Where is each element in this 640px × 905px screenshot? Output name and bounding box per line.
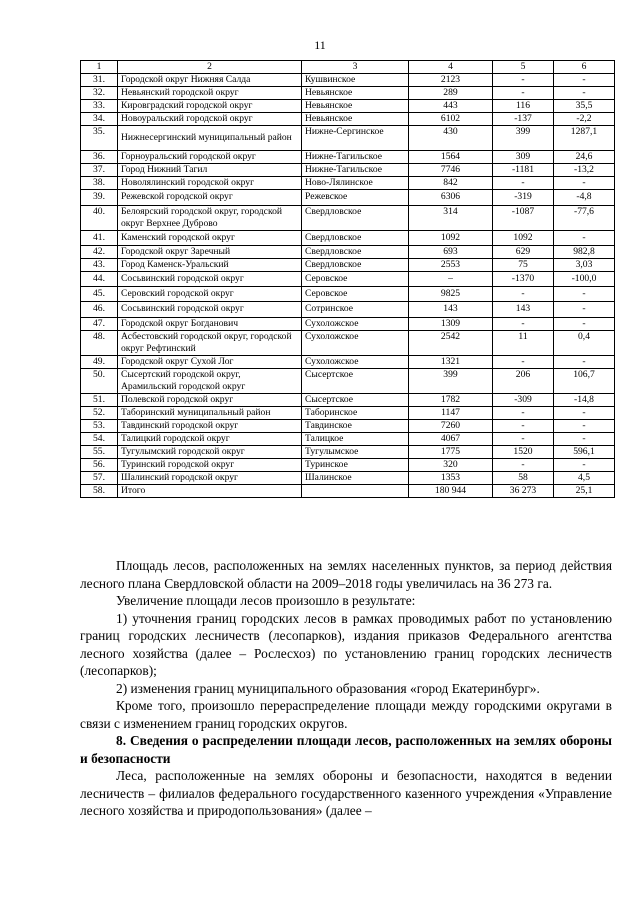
table-cell: 206 — [493, 368, 554, 393]
table-row — [81, 205, 615, 230]
table-cell: 58. — [81, 484, 118, 497]
table-cell: Горноуральский городской округ — [118, 150, 302, 163]
table-cell: 50. — [81, 368, 118, 393]
paragraph: 2) изменения границ муниципального образования «город Екатеринбург». — [116, 680, 540, 696]
table-cell: Городской округ Нижняя Салда — [118, 73, 302, 86]
table-cell: - — [554, 176, 615, 189]
table-cell: Сысертское — [302, 393, 409, 406]
table-row — [81, 471, 615, 484]
table-row — [81, 86, 615, 99]
table-cell: 309 — [493, 150, 554, 163]
table-cell: Асбестовский городской округ, городской округ Рефтинский — [118, 330, 302, 355]
table-cell: 43. — [81, 258, 118, 271]
table-cell: 75 — [493, 258, 554, 271]
table-cell: Каменский городской округ — [118, 230, 302, 245]
table-cell: Талицкий городской округ — [118, 432, 302, 445]
table-cell: - — [493, 73, 554, 86]
table-cell: 1092 — [409, 230, 493, 245]
table-cell — [302, 484, 409, 497]
table-cell: 0,4 — [554, 330, 615, 355]
table-cell: Свердловское — [302, 258, 409, 271]
table-cell: 32. — [81, 86, 118, 99]
table-cell: - — [493, 419, 554, 432]
table-cell: Сухоложское — [302, 317, 409, 330]
table-cell: - — [493, 355, 554, 368]
header-cell: 1 — [81, 61, 118, 74]
table-cell: Полевской городской округ — [118, 393, 302, 406]
header-cell: 2 — [118, 61, 302, 74]
table-cell: 399 — [493, 125, 554, 150]
table-cell: Город Нижний Тагил — [118, 163, 302, 176]
table-cell: 37. — [81, 163, 118, 176]
table-cell: - — [554, 86, 615, 99]
table-cell: 289 — [409, 86, 493, 99]
table-cell: Ново-Лялинское — [302, 176, 409, 189]
header-cell: 6 — [554, 61, 615, 74]
paragraph: Увеличение площади лесов произошло в результате: — [116, 593, 416, 608]
header-cell: 4 — [409, 61, 493, 74]
table-row — [81, 458, 615, 471]
table-cell: 842 — [409, 176, 493, 189]
table-cell: 1321 — [409, 355, 493, 368]
table-cell: Серовское — [302, 271, 409, 286]
table-cell: -137 — [493, 112, 554, 125]
table-cell: 143 — [493, 301, 554, 317]
section-heading: 8. Сведения о распределении площади лесов, расположенных на землях обороны и безопасности — [80, 733, 612, 766]
table-cell: Невьянское — [302, 112, 409, 125]
table-cell: Итого — [118, 484, 302, 497]
table-cell: Режевское — [302, 189, 409, 205]
table-cell: 1147 — [409, 406, 493, 419]
table-cell: 596,1 — [554, 445, 615, 458]
table-cell: - — [493, 317, 554, 330]
table-cell: Нижне-Тагильское — [302, 163, 409, 176]
table-cell: 47. — [81, 317, 118, 330]
paragraph: Кроме того, произошло перераспределение площади между городскими округами в связи с изменением границ городских округов. — [80, 698, 612, 731]
table-row — [81, 73, 615, 86]
table-cell: 33. — [81, 99, 118, 112]
table-cell: -2,2 — [554, 112, 615, 125]
table-cell: -1087 — [493, 205, 554, 230]
table-cell: - — [554, 419, 615, 432]
table-cell: Тавдинское — [302, 419, 409, 432]
table-cell: 40. — [81, 205, 118, 230]
table-cell: Туринское — [302, 458, 409, 471]
table-cell: Кушвинское — [302, 73, 409, 86]
table-cell: -14,8 — [554, 393, 615, 406]
forest-area-table — [80, 60, 615, 498]
table-cell: Сухоложское — [302, 330, 409, 355]
table-cell: 1564 — [409, 150, 493, 163]
table-cell: 52. — [81, 406, 118, 419]
table-header-row — [81, 61, 615, 74]
header-cell: 5 — [493, 61, 554, 74]
table-cell: Серовское — [302, 286, 409, 301]
table-cell: - — [554, 286, 615, 301]
table-row — [81, 99, 615, 112]
table-cell: Городской округ Сухой Лог — [118, 355, 302, 368]
page-number: 11 — [314, 38, 326, 52]
table-cell: Новоуральский городской округ — [118, 112, 302, 125]
table-cell: Нижне-Тагильское — [302, 150, 409, 163]
table-cell: 11 — [493, 330, 554, 355]
paragraph: Леса, расположенные на землях обороны и безопасности, находятся в ведении лесничеств – филиалов федерального государственного казенного учреждения «Управление лесного хозяйства и природопользования» (далее – — [80, 768, 612, 818]
table-cell: 7260 — [409, 419, 493, 432]
table-cell: -309 — [493, 393, 554, 406]
table-cell: 42. — [81, 245, 118, 258]
table-cell: 31. — [81, 73, 118, 86]
table-cell: Белоярский городской округ, городской округ Верхнее Дуброво — [118, 205, 302, 230]
table-cell: 38. — [81, 176, 118, 189]
table-cell: 106,7 — [554, 368, 615, 393]
table-cell: Туринский городской округ — [118, 458, 302, 471]
table-row — [81, 330, 615, 355]
table-row — [81, 393, 615, 406]
table-cell: 46. — [81, 301, 118, 317]
table-cell: Тугулымский городской округ — [118, 445, 302, 458]
table-cell: Сотринское — [302, 301, 409, 317]
table-cell: - — [493, 86, 554, 99]
table-cell: 6102 — [409, 112, 493, 125]
table-cell: Нижне-Сергинское — [302, 125, 409, 150]
table-row — [81, 245, 615, 258]
table-cell: 36. — [81, 150, 118, 163]
table-cell: Невьянское — [302, 86, 409, 99]
table-cell: 53. — [81, 419, 118, 432]
table-cell: 1309 — [409, 317, 493, 330]
table-cell: – — [409, 271, 493, 286]
table-cell: 116 — [493, 99, 554, 112]
table-cell: Сысертский городской округ, Арамильский городской округ — [118, 368, 302, 393]
table-cell: 36 273 — [493, 484, 554, 497]
table-cell: -319 — [493, 189, 554, 205]
table-cell: 34. — [81, 112, 118, 125]
table-cell: 1782 — [409, 393, 493, 406]
table-cell: 4067 — [409, 432, 493, 445]
table-cell: Свердловское — [302, 230, 409, 245]
table-cell: 1353 — [409, 471, 493, 484]
table-cell: Городской округ Заречный — [118, 245, 302, 258]
table-row — [81, 368, 615, 393]
table-cell: - — [554, 406, 615, 419]
table-cell: Невьянский городской округ — [118, 86, 302, 99]
table-cell: -1181 — [493, 163, 554, 176]
table-cell: Свердловское — [302, 245, 409, 258]
table-cell: - — [554, 73, 615, 86]
table-cell: Таборинское — [302, 406, 409, 419]
table-row — [81, 286, 615, 301]
table-cell: Город Каменск-Уральский — [118, 258, 302, 271]
table-cell: Тугулымское — [302, 445, 409, 458]
table-cell: 39. — [81, 189, 118, 205]
table-cell: - — [493, 406, 554, 419]
table-cell: 54. — [81, 432, 118, 445]
table-cell: - — [554, 458, 615, 471]
header-cell: 3 — [302, 61, 409, 74]
table-cell: 693 — [409, 245, 493, 258]
table-cell: 6306 — [409, 189, 493, 205]
table-cell: 35,5 — [554, 99, 615, 112]
table-cell: 9825 — [409, 286, 493, 301]
table-cell: Талицкое — [302, 432, 409, 445]
table-cell: -1370 — [493, 271, 554, 286]
table-cell: 430 — [409, 125, 493, 150]
table-cell: 55. — [81, 445, 118, 458]
table-cell: Тавдинский городской округ — [118, 419, 302, 432]
table-cell: Нижнесергинский муниципальный район — [118, 125, 302, 150]
table-cell: 25,1 — [554, 484, 615, 497]
table-cell: 48. — [81, 330, 118, 355]
table-cell: 44. — [81, 271, 118, 286]
body-text — [80, 557, 612, 820]
table-cell: 41. — [81, 230, 118, 245]
table-cell: Новолялинский городской округ — [118, 176, 302, 189]
table-cell: - — [493, 458, 554, 471]
table-cell: - — [554, 432, 615, 445]
table-row — [81, 406, 615, 419]
table-row — [81, 301, 615, 317]
table-cell: 24,6 — [554, 150, 615, 163]
table-cell: Кировградский городской округ — [118, 99, 302, 112]
table-cell: Таборинский муниципальный район — [118, 406, 302, 419]
table-row — [81, 355, 615, 368]
table-cell: 399 — [409, 368, 493, 393]
table-row — [81, 112, 615, 125]
table-cell: - — [493, 286, 554, 301]
table-cell: 2553 — [409, 258, 493, 271]
table-cell: 320 — [409, 458, 493, 471]
table-cell: Сухоложское — [302, 355, 409, 368]
table-cell: -13,2 — [554, 163, 615, 176]
table-cell: 1287,1 — [554, 125, 615, 150]
table-row — [81, 163, 615, 176]
table-cell: Сысертское — [302, 368, 409, 393]
table-row — [81, 176, 615, 189]
table-cell: 314 — [409, 205, 493, 230]
table-cell: 35. — [81, 125, 118, 150]
table-cell: 1092 — [493, 230, 554, 245]
table-row — [81, 445, 615, 458]
table-row — [81, 419, 615, 432]
table-cell: Сосьвинский городской округ — [118, 271, 302, 286]
table-row — [81, 230, 615, 245]
table-row — [81, 258, 615, 271]
paragraph: 1) уточнения границ городских лесов в рамках проводимых работ по установлению границ городских лесничеств (лесопарков), издания приказов Федерального агентства лесного хозяйства (далее – Рослесхоз) по установлению границ городских лесничеств (лесопарков); — [80, 610, 612, 678]
table-cell: 4,5 — [554, 471, 615, 484]
table-cell: 982,8 — [554, 245, 615, 258]
table-cell: 1775 — [409, 445, 493, 458]
table-row — [81, 189, 615, 205]
table-cell: -4,8 — [554, 189, 615, 205]
table-cell: Сосьвинский городской округ — [118, 301, 302, 317]
table-row — [81, 271, 615, 286]
table-cell: Шалинский городской округ — [118, 471, 302, 484]
table-cell: 443 — [409, 99, 493, 112]
table-cell: Режевской городской округ — [118, 189, 302, 205]
table-cell: 58 — [493, 471, 554, 484]
table-cell: - — [493, 176, 554, 189]
table-cell: - — [554, 230, 615, 245]
table-row — [81, 150, 615, 163]
table-cell: 143 — [409, 301, 493, 317]
table-cell: 57. — [81, 471, 118, 484]
table-cell: 7746 — [409, 163, 493, 176]
table-cell: 49. — [81, 355, 118, 368]
table-cell: 2123 — [409, 73, 493, 86]
table-cell: Серовский городской округ — [118, 286, 302, 301]
table-cell: 51. — [81, 393, 118, 406]
table-cell: 1520 — [493, 445, 554, 458]
table-cell: -77,6 — [554, 205, 615, 230]
table-cell: Городской округ Богданович — [118, 317, 302, 330]
table-cell: - — [493, 432, 554, 445]
table-cell: Невьянское — [302, 99, 409, 112]
paragraph: Площадь лесов, расположенных на землях населенных пунктов, за период действия лесного плана Свердловской области на 2009–2018 годы увеличилась на 36 273 га. — [80, 558, 612, 591]
table-cell: Шалинское — [302, 471, 409, 484]
table-cell: 2542 — [409, 330, 493, 355]
table-cell: - — [554, 355, 615, 368]
table-cell: 629 — [493, 245, 554, 258]
table-cell: - — [554, 317, 615, 330]
table-cell: 56. — [81, 458, 118, 471]
table-cell: - — [554, 301, 615, 317]
table-cell: 45. — [81, 286, 118, 301]
table-cell: 3,03 — [554, 258, 615, 271]
table-row — [81, 432, 615, 445]
table-row — [81, 125, 615, 150]
table-cell: 180 944 — [409, 484, 493, 497]
table-row — [81, 317, 615, 330]
table-cell: Свердловское — [302, 205, 409, 230]
table-row — [81, 484, 615, 497]
table-cell: -100,0 — [554, 271, 615, 286]
